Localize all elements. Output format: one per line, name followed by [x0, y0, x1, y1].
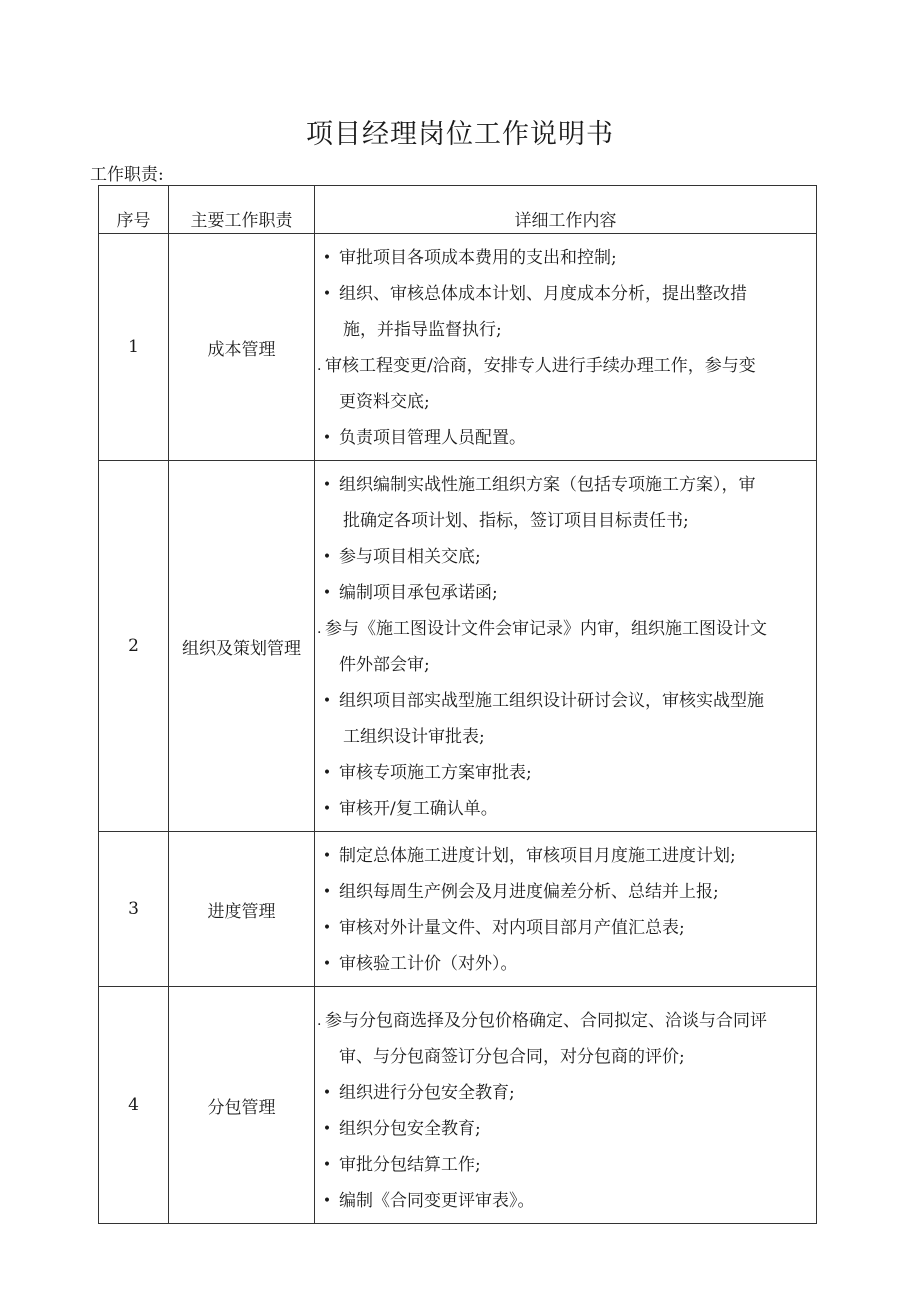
- list-item: [315, 467, 810, 539]
- list-item: [315, 874, 810, 910]
- item-text: [339, 276, 810, 348]
- item-text: [339, 755, 810, 791]
- row-duty: 分包管理: [169, 987, 315, 1224]
- bullet-icon: •: [322, 1157, 332, 1173]
- item-line: 参与项目相关交底;: [339, 547, 481, 567]
- item-line: 编制《合同变更评审表》。: [339, 1191, 535, 1211]
- row-number: 3: [99, 832, 169, 987]
- bullet-icon: •: [322, 250, 332, 266]
- item-line: 组织每周生产例会及月进度偏差分析、总结并上报;: [339, 882, 719, 902]
- row-duty: 进度管理: [169, 832, 315, 987]
- item-text: [339, 874, 810, 910]
- duties-table: [98, 185, 817, 1224]
- bullet-icon: •: [322, 801, 332, 817]
- item-text: [339, 946, 810, 982]
- item-text: [339, 791, 810, 827]
- bullet-icon: •: [322, 430, 332, 446]
- table-header-row: [99, 186, 817, 234]
- table-row: [99, 234, 817, 461]
- list-item: [315, 1147, 810, 1183]
- row-details: [315, 234, 817, 461]
- item-text: [339, 575, 810, 611]
- item-text: [339, 1147, 810, 1183]
- item-line: 组织编制实战性施工组织方案（包括专项施工方案），审: [339, 475, 756, 495]
- list-item: [315, 946, 810, 982]
- list-item: [315, 910, 810, 946]
- list-item: [315, 755, 810, 791]
- item-line: 审核开/复工确认单。: [339, 799, 498, 819]
- item-text: [339, 539, 810, 575]
- bullet-icon: •: [322, 477, 332, 493]
- table-body: [99, 234, 817, 1224]
- list-item: [315, 611, 810, 683]
- item-text: [339, 1111, 810, 1147]
- bullet-icon: •: [322, 549, 332, 565]
- list-item: [315, 1183, 810, 1219]
- list-item: [315, 683, 810, 755]
- bullet-icon: •: [322, 1121, 332, 1137]
- item-line: 审、与分包商签订分包合同，对分包商的评价;: [339, 1047, 685, 1067]
- item-text: [325, 1003, 810, 1075]
- item-line: 审核专项施工方案审批表;: [339, 763, 532, 783]
- dot-marker: .: [317, 621, 322, 637]
- header-duty: 主要工作职责: [169, 186, 315, 234]
- row-details: [315, 461, 817, 832]
- table-row: [99, 461, 817, 832]
- item-line: 审批分包结算工作;: [339, 1155, 481, 1175]
- item-line: 更资料交底;: [339, 392, 430, 412]
- bullet-icon: •: [322, 585, 332, 601]
- list-item: [315, 791, 810, 827]
- table-row: [99, 832, 817, 987]
- section-label: 工作职责:: [90, 165, 164, 185]
- item-line: 制定总体施工进度计划，审核项目月度施工进度计划;: [339, 846, 736, 866]
- bullet-icon: •: [322, 920, 332, 936]
- row-number: 1: [99, 234, 169, 461]
- item-text: [339, 240, 810, 276]
- bullet-icon: •: [322, 884, 332, 900]
- item-text: [339, 1075, 810, 1111]
- list-item: [315, 276, 810, 348]
- bullet-icon: •: [322, 848, 332, 864]
- item-text: [339, 910, 810, 946]
- item-line: 负责项目管理人员配置。: [339, 428, 526, 448]
- row-duty: 组织及策划管理: [169, 461, 315, 832]
- bullet-icon: •: [322, 765, 332, 781]
- row-details: [315, 987, 817, 1224]
- item-text: [325, 348, 810, 420]
- item-line: 组织分包安全教育;: [339, 1119, 481, 1139]
- header-details: 详细工作内容: [315, 186, 817, 234]
- item-text: [339, 420, 810, 456]
- item-line: 审批项目各项成本费用的支出和控制;: [339, 248, 617, 268]
- list-item: [315, 348, 810, 420]
- list-item: [315, 575, 810, 611]
- item-line: 组织进行分包安全教育;: [339, 1083, 515, 1103]
- item-text: [339, 1183, 810, 1219]
- bullet-icon: •: [322, 693, 332, 709]
- list-item: [315, 838, 810, 874]
- item-line: 组织项目部实战型施工组织设计研讨会议，审核实战型施: [339, 691, 764, 711]
- row-details: [315, 832, 817, 987]
- item-line: 参与分包商选择及分包价格确定、合同拟定、洽谈与合同评: [325, 1011, 767, 1031]
- item-line: 工组织设计审批表;: [343, 727, 485, 747]
- item-line: 审核对外计量文件、对内项目部月产值汇总表;: [339, 918, 685, 938]
- item-text: [325, 611, 810, 683]
- list-item: [315, 1003, 810, 1075]
- item-text: [339, 467, 810, 539]
- bullet-icon: •: [322, 1193, 332, 1209]
- row-duty: 成本管理: [169, 234, 315, 461]
- item-line: 批确定各项计划、指标，签订项目目标责任书;: [343, 511, 689, 531]
- bullet-icon: •: [322, 956, 332, 972]
- dot-marker: .: [317, 358, 322, 374]
- list-item: [315, 420, 810, 456]
- item-line: 编制项目承包承诺函;: [339, 583, 498, 603]
- list-item: [315, 539, 810, 575]
- row-number: 4: [99, 987, 169, 1224]
- item-line: 施，并指导监督执行;: [343, 320, 502, 340]
- list-item: [315, 1075, 810, 1111]
- header-number: 序号: [99, 186, 169, 234]
- document-title: 项目经理岗位工作说明书: [306, 119, 614, 150]
- bullet-icon: •: [322, 286, 332, 302]
- item-line: 审核工程变更/洽商，安排专人进行手续办理工作，参与变: [325, 356, 756, 376]
- row-number: 2: [99, 461, 169, 832]
- dot-marker: .: [317, 1013, 322, 1029]
- item-line: 组织、审核总体成本计划、月度成本分析，提出整改措: [339, 284, 747, 304]
- bullet-icon: •: [322, 1085, 332, 1101]
- item-line: 件外部会审;: [339, 655, 430, 675]
- table-row: [99, 987, 817, 1224]
- item-line: 审核验工计价（对外）。: [339, 954, 518, 974]
- list-item: [315, 1111, 810, 1147]
- item-text: [339, 838, 810, 874]
- item-text: [339, 683, 810, 755]
- item-line: 参与《施工图设计文件会审记录》内审，组织施工图设计文: [325, 619, 767, 639]
- list-item: [315, 240, 810, 276]
